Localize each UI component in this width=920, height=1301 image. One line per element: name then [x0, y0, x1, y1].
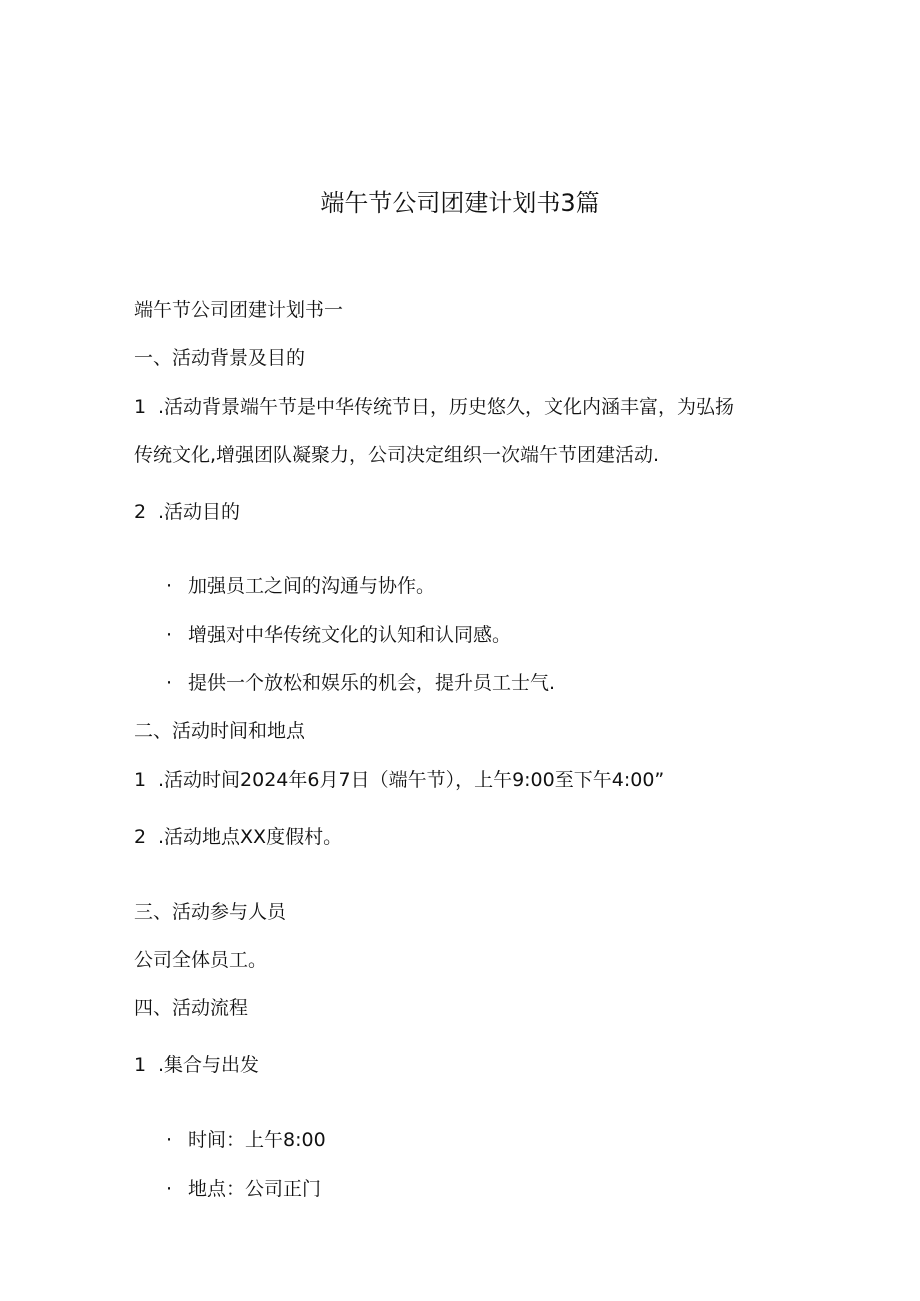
section-1-item-2 [134, 500, 240, 524]
bullet-item [166, 1177, 321, 1201]
bullet-item [166, 671, 555, 695]
section-2-heading: 二、活动时间和地点 [134, 720, 306, 742]
section-1-item-1-continued: 传统文化,增强团队凝聚力，公司决定组织一次端午节团建活动. [134, 444, 660, 466]
item-text: .活动背景端午节是中华传统节日，历史悠久，文化内涵丰富，为弘扬 [158, 396, 735, 418]
item-number: 1 [134, 396, 147, 418]
item-number: 1 [134, 1054, 147, 1076]
bullet-icon: · [166, 672, 173, 694]
section-4-item-1 [134, 1053, 259, 1077]
bullet-icon: · [166, 575, 173, 597]
section-2-item-2 [134, 825, 342, 849]
bullet-text: 时间：上午8:00 [188, 1129, 326, 1151]
document-subtitle: 端午节公司团建计划书一 [134, 299, 344, 321]
bullet-text: 提供一个放松和娱乐的机会，提升员工士气. [188, 672, 556, 694]
bullet-item [166, 574, 435, 598]
item-text: .集合与出发 [158, 1054, 260, 1076]
item-number: 2 [134, 826, 147, 848]
section-3-heading: 三、活动参与人员 [134, 901, 287, 923]
bullet-text: 地点：公司正门 [188, 1178, 322, 1200]
section-1-heading: 一、活动背景及目的 [134, 347, 306, 369]
bullet-text: 增强对中华传统文化的认知和认同感。 [188, 624, 512, 646]
section-2-item-1 [134, 768, 664, 792]
bullet-icon: · [166, 1129, 173, 1151]
document-title: 端午节公司团建计划书3篇 [320, 189, 600, 217]
section-4-heading: 四、活动流程 [134, 997, 249, 1019]
item-number: 2 [134, 501, 147, 523]
bullet-item [166, 1128, 326, 1152]
bullet-item [166, 623, 511, 647]
bullet-text: 加强员工之间的沟通与协作。 [188, 575, 436, 597]
bullet-icon: · [166, 1178, 173, 1200]
item-text: .活动地点XX度假村。 [158, 826, 343, 848]
section-3-text: 公司全体员工。 [134, 949, 268, 971]
item-text: .活动时间2024年6月7日（端午节），上午9:00至下午4:00” [158, 769, 665, 791]
section-1-item-1 [134, 395, 734, 419]
item-text: .活动目的 [158, 501, 241, 523]
bullet-icon: · [166, 624, 173, 646]
item-number: 1 [134, 769, 147, 791]
